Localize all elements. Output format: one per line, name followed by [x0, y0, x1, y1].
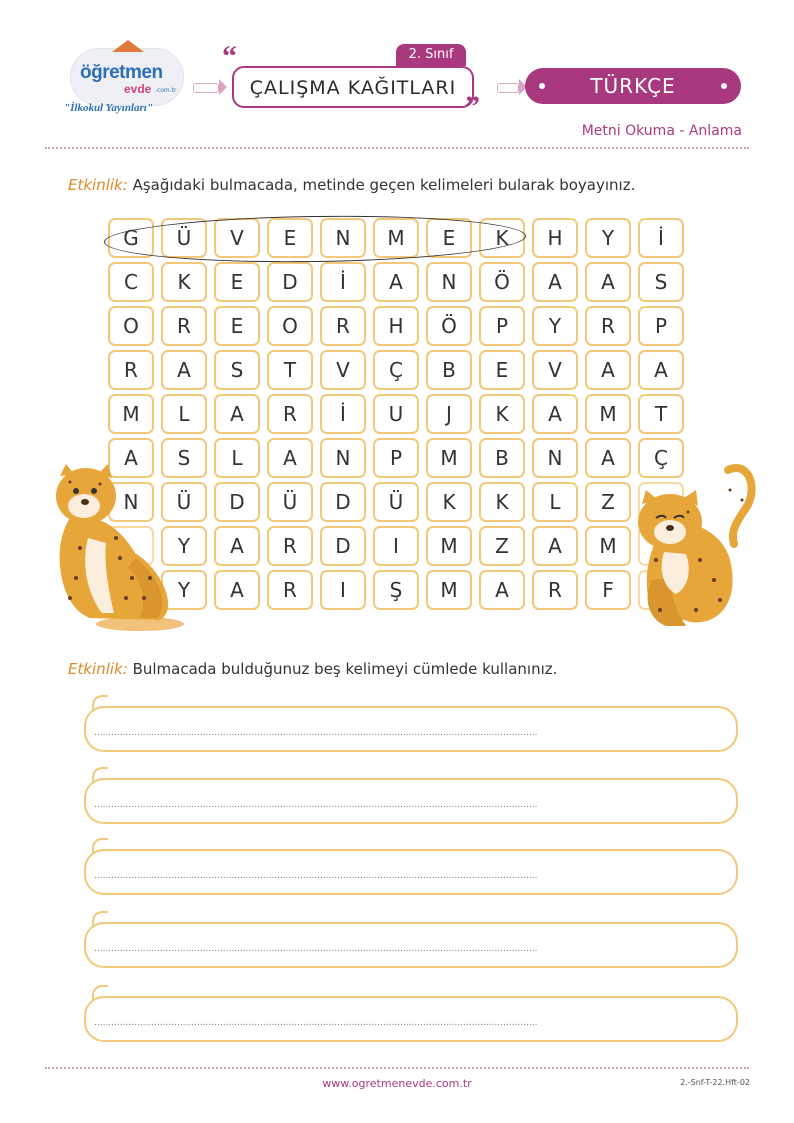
- puzzle-cell[interactable]: G: [108, 218, 154, 258]
- puzzle-cell[interactable]: F: [585, 570, 631, 610]
- puzzle-cell[interactable]: A: [373, 262, 419, 302]
- writing-line-5[interactable]: [84, 996, 738, 1042]
- puzzle-cell[interactable]: Z: [585, 482, 631, 522]
- puzzle-cell[interactable]: Y: [585, 218, 631, 258]
- writing-line-3[interactable]: [84, 849, 738, 895]
- puzzle-cell[interactable]: M: [585, 526, 631, 566]
- puzzle-cell[interactable]: B: [426, 350, 472, 390]
- puzzle-cell[interactable]: Ş: [373, 570, 419, 610]
- bullet-icon: [539, 83, 545, 89]
- puzzle-cell[interactable]: K: [479, 394, 525, 434]
- puzzle-cell[interactable]: L: [161, 394, 207, 434]
- grade-badge: 2. Sınıf: [396, 44, 466, 66]
- puzzle-cell[interactable]: Y: [532, 306, 578, 346]
- header-divider: [45, 147, 749, 149]
- puzzle-cell[interactable]: R: [108, 350, 154, 390]
- puzzle-cell[interactable]: M: [108, 394, 154, 434]
- puzzle-cell[interactable]: Ü: [161, 218, 207, 258]
- activity-1-instruction: [68, 176, 635, 194]
- puzzle-cell[interactable]: P: [373, 438, 419, 478]
- puzzle-cell[interactable]: A: [532, 526, 578, 566]
- footer-divider: [45, 1067, 749, 1069]
- puzzle-cell[interactable]: A: [267, 438, 313, 478]
- writing-line-1[interactable]: [84, 706, 738, 752]
- worksheet-title-box: [232, 66, 474, 108]
- puzzle-cell[interactable]: H: [532, 218, 578, 258]
- arrow-right-icon: [193, 83, 219, 93]
- logo-house-roof: [112, 40, 144, 52]
- puzzle-cell[interactable]: Ç: [373, 350, 419, 390]
- puzzle-cell[interactable]: J: [426, 394, 472, 434]
- puzzle-cell[interactable]: R: [267, 526, 313, 566]
- puzzle-cell[interactable]: A: [214, 570, 260, 610]
- logo-domain-text: .com.tr: [155, 87, 177, 94]
- puzzle-cell[interactable]: A: [479, 570, 525, 610]
- puzzle-cell[interactable]: K: [161, 262, 207, 302]
- puzzle-cell[interactable]: M: [585, 394, 631, 434]
- puzzle-cell[interactable]: C: [108, 262, 154, 302]
- puzzle-cell[interactable]: Y: [161, 526, 207, 566]
- puzzle-cell[interactable]: L: [532, 482, 578, 522]
- puzzle-cell[interactable]: A: [108, 438, 154, 478]
- puzzle-cell[interactable]: Ü: [161, 482, 207, 522]
- puzzle-cell[interactable]: B: [479, 438, 525, 478]
- puzzle-cell[interactable]: N: [532, 438, 578, 478]
- puzzle-cell[interactable]: V: [532, 350, 578, 390]
- puzzle-cell[interactable]: O: [108, 306, 154, 346]
- puzzle-cell[interactable]: O: [267, 306, 313, 346]
- puzzle-cell[interactable]: A: [214, 526, 260, 566]
- writing-line-dots: ...........................................................................................................................................................: [94, 871, 538, 881]
- puzzle-cell[interactable]: N: [320, 218, 366, 258]
- puzzle-cell[interactable]: Ç: [638, 438, 684, 478]
- puzzle-cell[interactable]: A: [532, 394, 578, 434]
- puzzle-cell[interactable]: İ: [320, 394, 366, 434]
- puzzle-cell[interactable]: N: [108, 482, 154, 522]
- puzzle-cell[interactable]: S: [214, 350, 260, 390]
- arrow-right-icon: [497, 83, 519, 93]
- puzzle-cell[interactable]: E: [214, 262, 260, 302]
- puzzle-cell[interactable]: T: [638, 394, 684, 434]
- logo-tagline: "İlkokul Yayınları": [64, 102, 153, 114]
- puzzle-cell[interactable]: R: [267, 570, 313, 610]
- bullet-icon: [721, 83, 727, 89]
- writing-line-dots: ...........................................................................................................................................................: [94, 944, 538, 954]
- puzzle-cell[interactable]: H: [373, 306, 419, 346]
- activity-2-label: Etkinlik:: [68, 660, 128, 678]
- puzzle-cell[interactable]: Ö: [426, 306, 472, 346]
- puzzle-cell[interactable]: Ü: [267, 482, 313, 522]
- puzzle-cell[interactable]: R: [161, 306, 207, 346]
- writing-line-dots: ...........................................................................................................................................................: [94, 728, 538, 738]
- writing-line-4[interactable]: [84, 922, 738, 968]
- puzzle-cell[interactable]: E: [426, 218, 472, 258]
- puzzle-cell[interactable]: D: [320, 526, 366, 566]
- puzzle-cell[interactable]: P: [638, 306, 684, 346]
- puzzle-cell[interactable]: A: [585, 262, 631, 302]
- puzzle-cell[interactable]: M: [426, 570, 472, 610]
- writing-line-2[interactable]: [84, 778, 738, 824]
- puzzle-cell[interactable]: Ü: [373, 482, 419, 522]
- worksheet-title: ÇALIŞMA KAĞITLARI: [249, 77, 457, 99]
- puzzle-cell[interactable]: D: [214, 482, 260, 522]
- puzzle-cell[interactable]: I: [373, 526, 419, 566]
- puzzle-cell[interactable]: Z: [479, 526, 525, 566]
- activity-1-text: Aşağıdaki bulmacada, metinde geçen kelimeleri bularak boyayınız.: [132, 176, 636, 194]
- puzzle-cell[interactable]: E: [214, 306, 260, 346]
- puzzle-cell[interactable]: A: [585, 350, 631, 390]
- quote-open-icon: “: [222, 40, 237, 73]
- puzzle-cell[interactable]: R: [532, 570, 578, 610]
- writing-line-dots: ...........................................................................................................................................................: [94, 1018, 538, 1028]
- cheetah-left-illustration: [40, 458, 188, 634]
- puzzle-cell[interactable]: N: [320, 438, 366, 478]
- puzzle-cell[interactable]: L: [214, 438, 260, 478]
- puzzle-cell[interactable]: A: [214, 394, 260, 434]
- puzzle-cell[interactable]: P: [479, 306, 525, 346]
- footer-document-code: 2.-Snf-T-22.Hft-02: [680, 1078, 750, 1087]
- cheetah-right-illustration: [630, 460, 760, 632]
- puzzle-cell[interactable]: İ: [320, 262, 366, 302]
- puzzle-cell[interactable]: R: [267, 394, 313, 434]
- puzzle-cell[interactable]: D: [320, 482, 366, 522]
- puzzle-cell[interactable]: N: [426, 262, 472, 302]
- puzzle-cell[interactable]: A: [532, 262, 578, 302]
- subject-badge: [525, 68, 741, 104]
- activity-2-text: Bulmacada bulduğunuz beş kelimeyi cümlede kullanınız.: [132, 660, 558, 678]
- writing-line-dots: ...........................................................................................................................................................: [94, 800, 538, 810]
- logo-main-text: öğretmen: [80, 62, 163, 83]
- logo-sub-text: evde: [124, 82, 152, 96]
- puzzle-cell[interactable]: D: [267, 262, 313, 302]
- subject-label: TÜRKÇE: [590, 74, 676, 98]
- puzzle-cell[interactable]: E: [479, 350, 525, 390]
- puzzle-cell[interactable]: S: [161, 438, 207, 478]
- publisher-logo: [62, 42, 190, 124]
- puzzle-cell[interactable]: K: [479, 218, 525, 258]
- footer-website-link[interactable]: www.ogretmenevde.com.tr: [322, 1077, 472, 1090]
- puzzle-cell[interactable]: V: [214, 218, 260, 258]
- puzzle-cell[interactable]: M: [373, 218, 419, 258]
- puzzle-cell[interactable]: M: [426, 438, 472, 478]
- puzzle-cell[interactable]: Ö: [479, 262, 525, 302]
- puzzle-cell[interactable]: İ: [638, 218, 684, 258]
- activity-2-instruction: [68, 660, 557, 678]
- puzzle-cell[interactable]: R: [585, 306, 631, 346]
- puzzle-cell[interactable]: A: [161, 350, 207, 390]
- puzzle-cell[interactable]: T: [267, 350, 313, 390]
- puzzle-cell[interactable]: K: [479, 482, 525, 522]
- puzzle-cell[interactable]: Y: [161, 570, 207, 610]
- puzzle-cell[interactable]: U: [373, 394, 419, 434]
- puzzle-cell[interactable]: K: [426, 482, 472, 522]
- puzzle-cell[interactable]: A: [638, 350, 684, 390]
- puzzle-cell[interactable]: A: [585, 438, 631, 478]
- puzzle-cell[interactable]: S: [638, 262, 684, 302]
- topic-label: Metni Okuma - Anlama: [581, 123, 742, 139]
- puzzle-cell[interactable]: M: [426, 526, 472, 566]
- quote-close-icon: ”: [465, 90, 480, 123]
- puzzle-cell[interactable]: V: [320, 350, 366, 390]
- puzzle-cell[interactable]: R: [320, 306, 366, 346]
- puzzle-cell[interactable]: I: [320, 570, 366, 610]
- puzzle-cell[interactable]: E: [267, 218, 313, 258]
- activity-1-label: Etkinlik:: [68, 176, 128, 194]
